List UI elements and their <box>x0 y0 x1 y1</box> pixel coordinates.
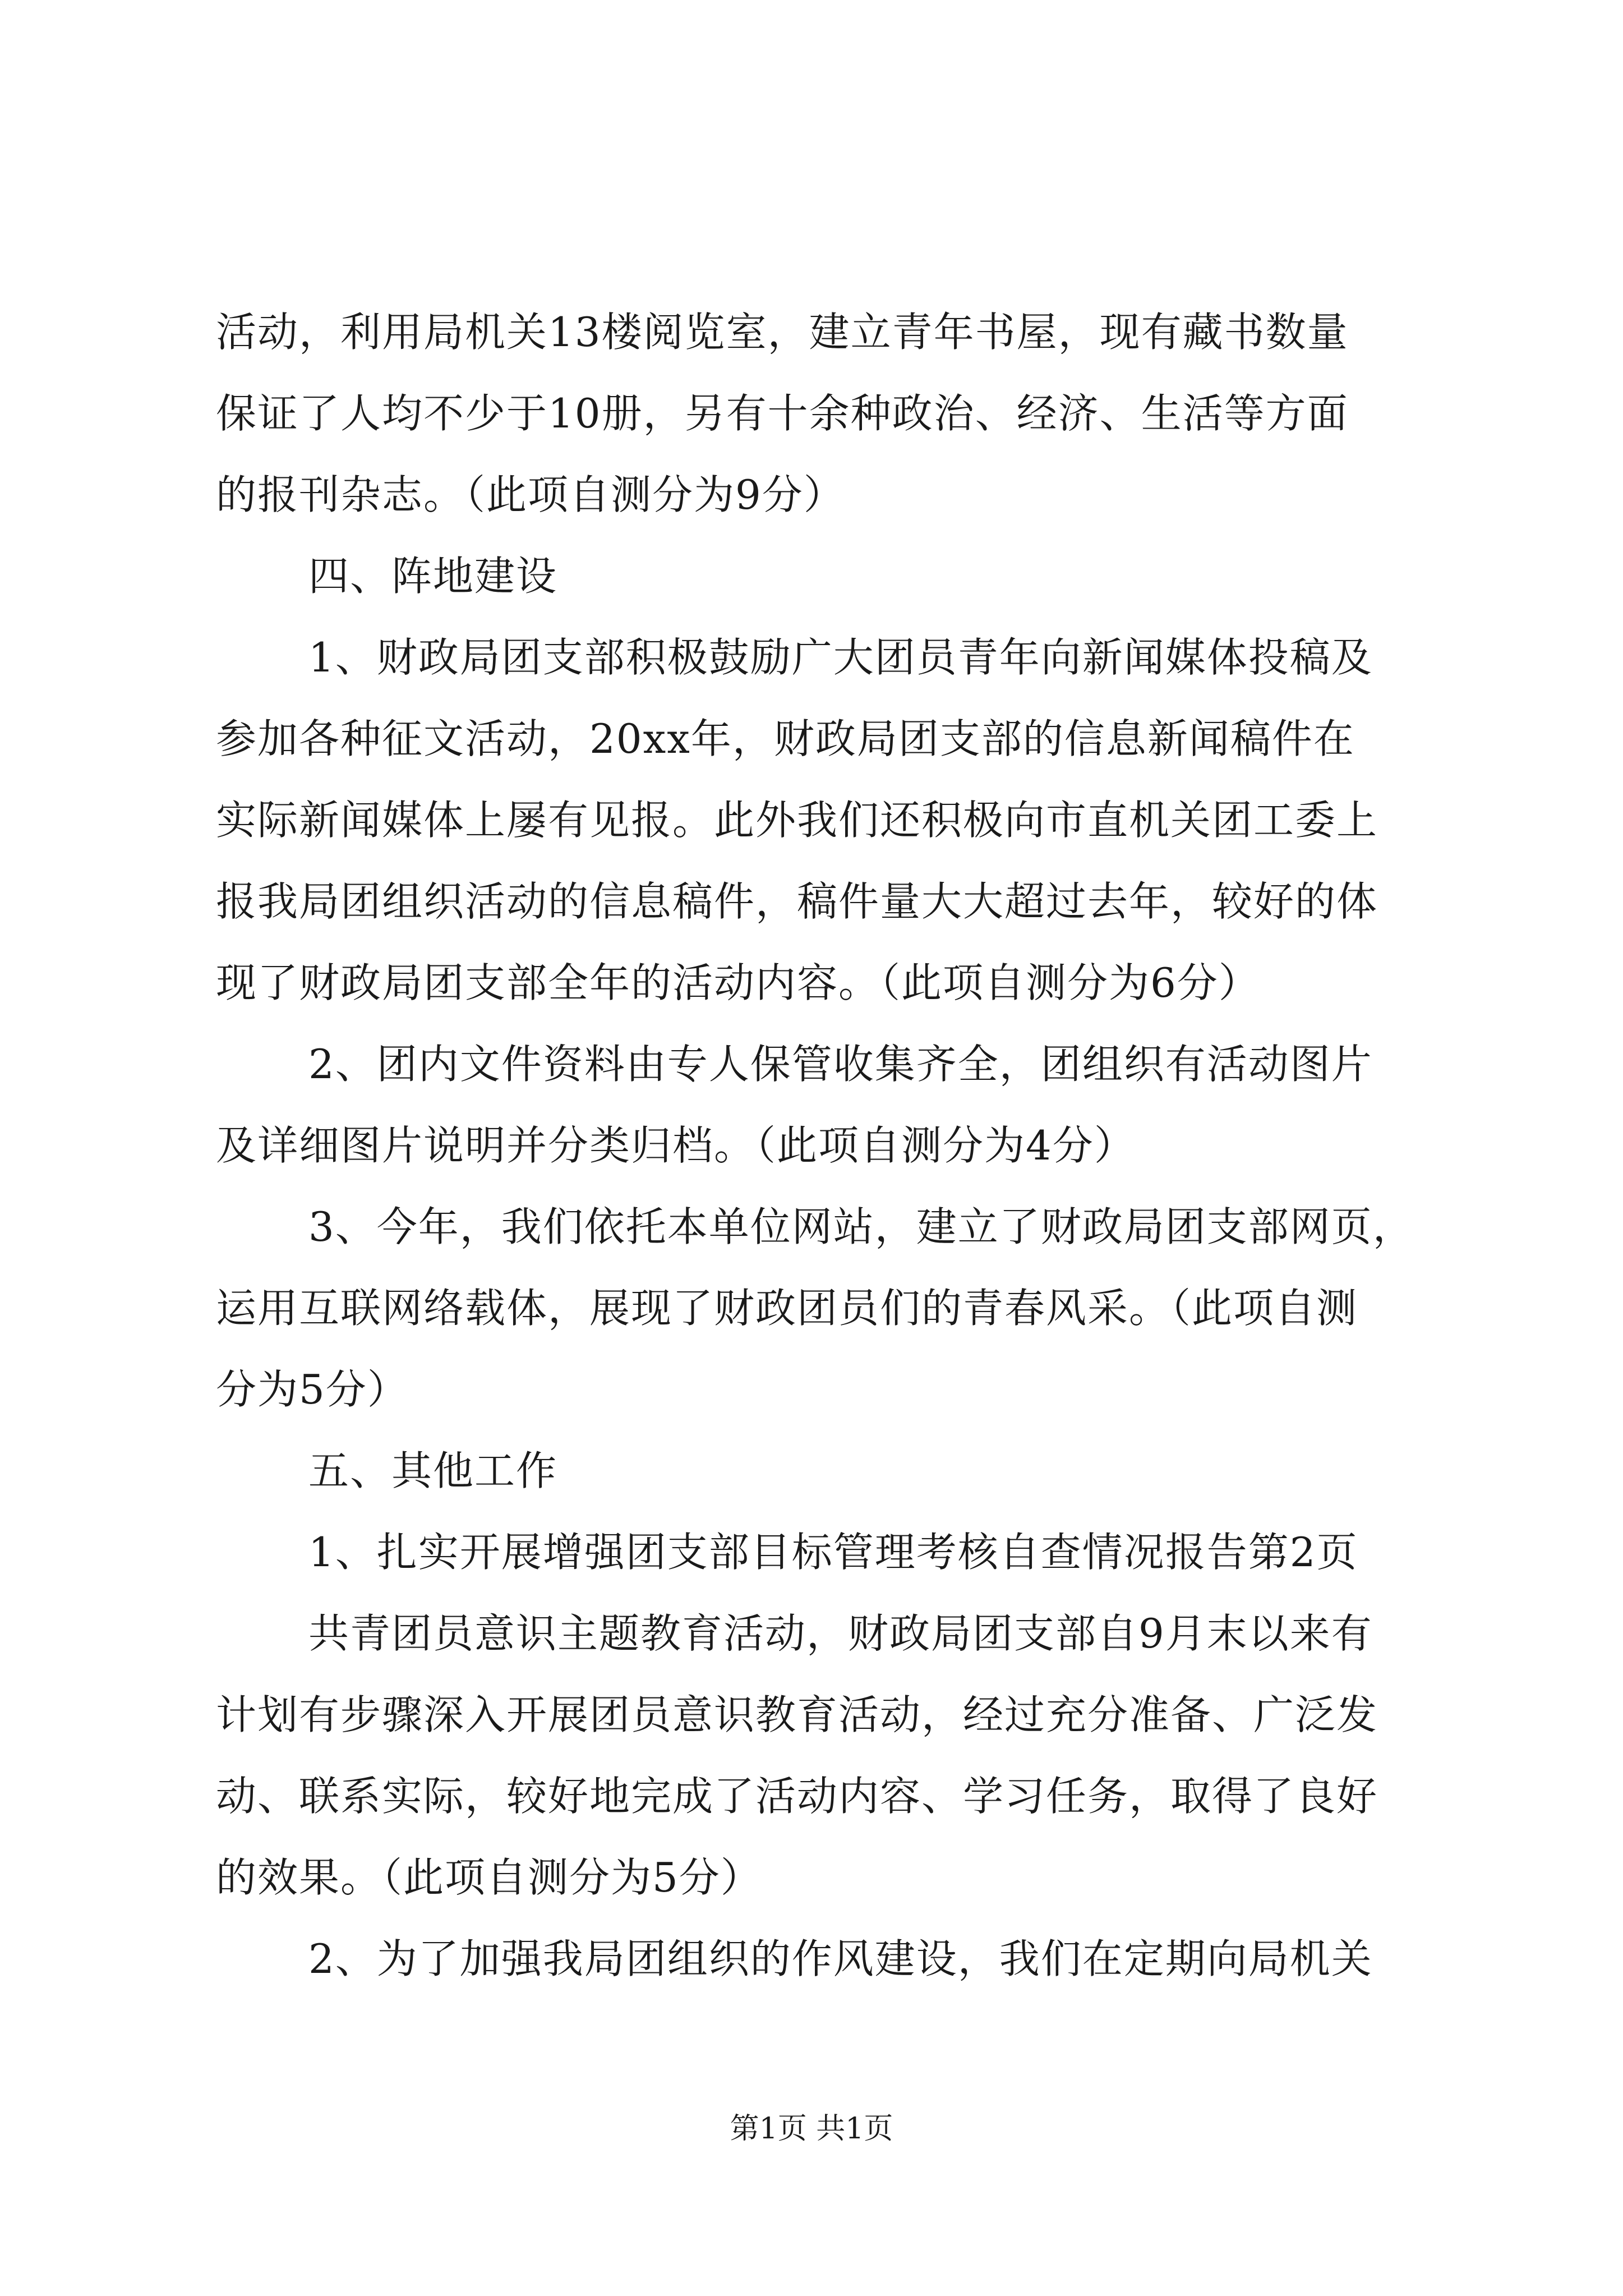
text-line: 运用互联网络载体，展现了财政团员们的青春风采。（此项自测 <box>216 1285 1358 1332</box>
text-line: 四、阵地建设 <box>308 553 558 600</box>
document-body <box>216 292 1433 2000</box>
text-line: 2、团内文件资料由专人保管收集齐全，团组织有活动图片 <box>308 1041 1373 1088</box>
text-line: 分为5分） <box>216 1366 409 1413</box>
text-line: 报我局团组织活动的信息稿件，稿件量大大超过去年，较好的体 <box>216 878 1378 925</box>
text-line: 2、为了加强我局团组织的作风建设，我们在定期向局机关 <box>308 1935 1373 1982</box>
text-line: 活动，利用局机关13楼阅览室，建立青年书屋，现有藏书数量 <box>216 309 1349 356</box>
text-line: 3、今年，我们依托本单位网站，建立了财政局团支部网页， <box>308 1203 1414 1250</box>
text-line: 现了财政局团支部全年的活动内容。（此项自测分为6分） <box>216 959 1260 1006</box>
text-line: 的效果。（此项自测分为5分） <box>216 1854 762 1901</box>
text-line: 的报刊杂志。（此项自测分为9分） <box>216 471 845 518</box>
text-line: 五、其他工作 <box>308 1447 558 1494</box>
text-line: 保证了人均不少于10册，另有十余种政治、经济、生活等方面 <box>216 390 1349 437</box>
page-footer: 第1页 共1页 <box>730 2112 893 2146</box>
text-line: 实际新闻媒体上屡有见报。此外我们还积极向市直机关团工委上 <box>216 797 1378 844</box>
text-line: 参加各种征文活动，20xx年，财政局团支部的信息新闻稿件在 <box>216 715 1355 762</box>
text-line: 1、扎实开展增强团支部目标管理考核自查情况报告第2页 <box>308 1529 1358 1576</box>
text-line: 动、联系实际，较好地完成了活动内容、学习任务，取得了良好 <box>216 1773 1378 1820</box>
text-line: 共青团员意识主题教育活动，财政局团支部自9月末以来有 <box>308 1610 1373 1657</box>
text-line: 1、财政局团支部积极鼓励广大团员青年向新闻媒体投稿及 <box>308 634 1373 681</box>
text-line: 及详细图片说明并分类归档。（此项自测分为4分） <box>216 1122 1136 1169</box>
text-line: 计划有步骤深入开展团员意识教育活动，经过充分准备、广泛发 <box>216 1691 1378 1738</box>
